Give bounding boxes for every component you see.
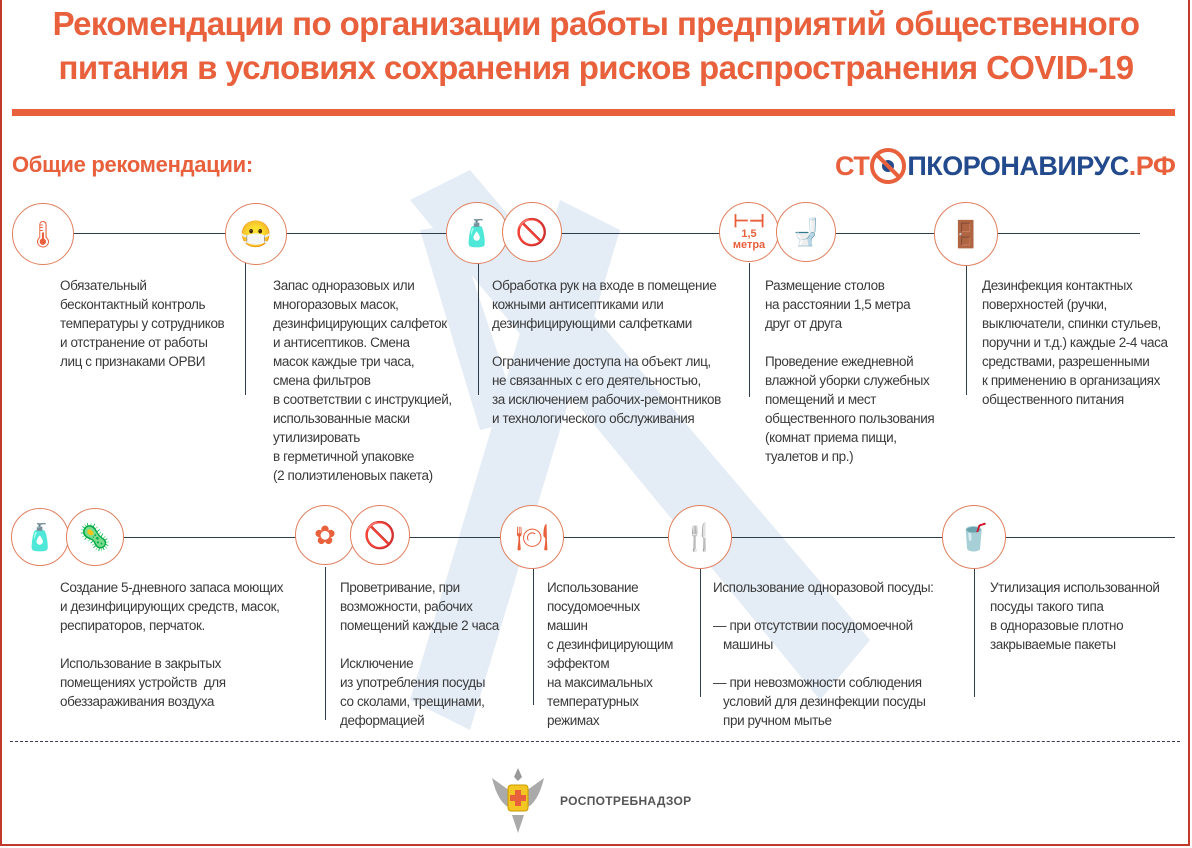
recommendation-temperature xyxy=(60,276,224,390)
divider xyxy=(478,263,479,395)
recommendation-surface-disinfection xyxy=(982,276,1168,428)
broken-glass-icon: 🚫 xyxy=(350,505,410,565)
paragraph: — при невозможности соблюдения условий для дезинфекции посуды при ручном мытье xyxy=(713,675,926,728)
paragraph: Проветривание, при возможности, рабочих помещений каждые 2 часа xyxy=(340,580,499,633)
stopcoronavirus-logo[interactable] xyxy=(835,148,1175,184)
paragraph: Проведение ежедневной влажной уборки служебных помещений и мест общественного пользования (комнат приема пищи, туалетов и пр.) xyxy=(765,354,935,464)
face-mask-icon: 😷 xyxy=(225,203,287,265)
sanitizer-icon: 🧴 xyxy=(446,202,508,264)
divider xyxy=(974,567,975,697)
rospotrebnadzor-label: РОСПОТРЕБНАДЗОР xyxy=(560,794,692,808)
door-handle-spray-icon: 🚪 xyxy=(934,202,998,266)
paragraph: Обязательный бесконтактный контроль температуры у сотрудников и отстранение от работы лиц с признаками ОРВИ xyxy=(60,278,225,369)
paragraph: Размещение столов на расстоянии 1,5 метра друг от друга xyxy=(765,278,911,331)
detergents-icon: 🧴 xyxy=(11,508,69,566)
divider xyxy=(245,263,246,395)
logo-text-3: .РФ xyxy=(1128,150,1176,181)
logo-text-1: СТ xyxy=(835,150,870,181)
recommendation-masks xyxy=(273,276,452,504)
divider xyxy=(749,263,750,397)
paragraph: Создание 5-дневного запаса моющих и дезинфицирующих средств, масок, респираторов, перчаток. xyxy=(60,580,284,633)
divider xyxy=(966,263,967,395)
recommendation-dishwashers xyxy=(547,578,673,749)
section-heading: Общие рекомендации: xyxy=(12,152,253,177)
title-line-2: питания в условиях сохранения рисков распространения COVID-19 xyxy=(58,49,1134,86)
logo-text-2: ПКОРОНАВИРУС xyxy=(907,150,1129,181)
no-people-icon: 🚫 xyxy=(502,202,562,262)
disposable-cup-icon: 🥤 xyxy=(942,505,1006,569)
title-divider xyxy=(12,109,1175,116)
dishwashing-icon: 🍽 xyxy=(500,505,564,569)
virus-icon xyxy=(870,148,906,184)
distance-value: 1,5 xyxy=(741,228,757,240)
distance-icon: ⊢⊣ 1,5 метра xyxy=(719,202,779,262)
paragraph: Исключение из употребления посуды со сколами, трещинами, деформацией xyxy=(340,656,486,728)
paragraph: — при отсутствии посудомоечной машины xyxy=(713,618,913,652)
divider xyxy=(533,567,534,705)
paragraph: Использование одноразовой посуды: xyxy=(713,580,934,595)
page-title xyxy=(0,2,1192,90)
fan-icon: ✿ xyxy=(295,505,355,565)
divider xyxy=(325,567,326,720)
cleaning-toilet-icon: 🚽 xyxy=(776,202,836,262)
rospotrebnadzor-emblem-icon xyxy=(488,763,548,838)
paragraph: Использование посудомоечных машин с дезинфицирующим эффектом на максимальных температурных режимах xyxy=(547,580,674,728)
paragraph: Использование в закрытых помещениях устройств для обеззараживания воздуха xyxy=(60,656,226,709)
paragraph: Запас одноразовых или многоразовых масок, дезинфицирующих салфеток и антисептиков. Смена масок каждые три часа, смена фильтров в соответствии с инструкцией, использованные маски утилизировать в герметичной упаковке (2 полиэтиленовых пакета) xyxy=(273,278,452,483)
plate-cutlery-icon: 🍴 xyxy=(668,505,732,569)
recommendation-disposable-dishes xyxy=(713,578,934,749)
paragraph: Дезинфекция контактных поверхностей (ручки, выключатели, спинки стульев, поручни и т.д.) каждые 2-4 часа средствами, разрешенными к применению в организациях общественного питания xyxy=(982,278,1168,407)
thermometer-face-icon: 🌡 xyxy=(12,203,74,265)
paragraph: Ограничение доступа на объект лиц, не связанных с его деятельностью, за исключением рабочих-ремонтников и технологического обслуживания xyxy=(492,354,721,426)
footer-divider xyxy=(10,741,1180,742)
recommendation-disposal xyxy=(990,578,1160,673)
recommendation-ventilation xyxy=(340,578,499,749)
recommendation-hand-antiseptic xyxy=(492,276,721,447)
paragraph: Обработка рук на входе в помещение кожными антисептиками или дезинфицирующими салфетками xyxy=(492,278,717,331)
divider xyxy=(700,567,701,697)
title-line-1: Рекомендации по организации работы предприятий общественного xyxy=(52,5,1140,42)
recommendation-supplies xyxy=(60,578,283,730)
recommendation-table-distance xyxy=(765,276,934,485)
distance-unit: метра xyxy=(732,239,766,251)
air-disinfection-icon: 🦠 xyxy=(66,508,124,566)
paragraph: Утилизация использованной посуды такого типа в одноразовые плотно закрываемые пакеты xyxy=(990,580,1160,652)
